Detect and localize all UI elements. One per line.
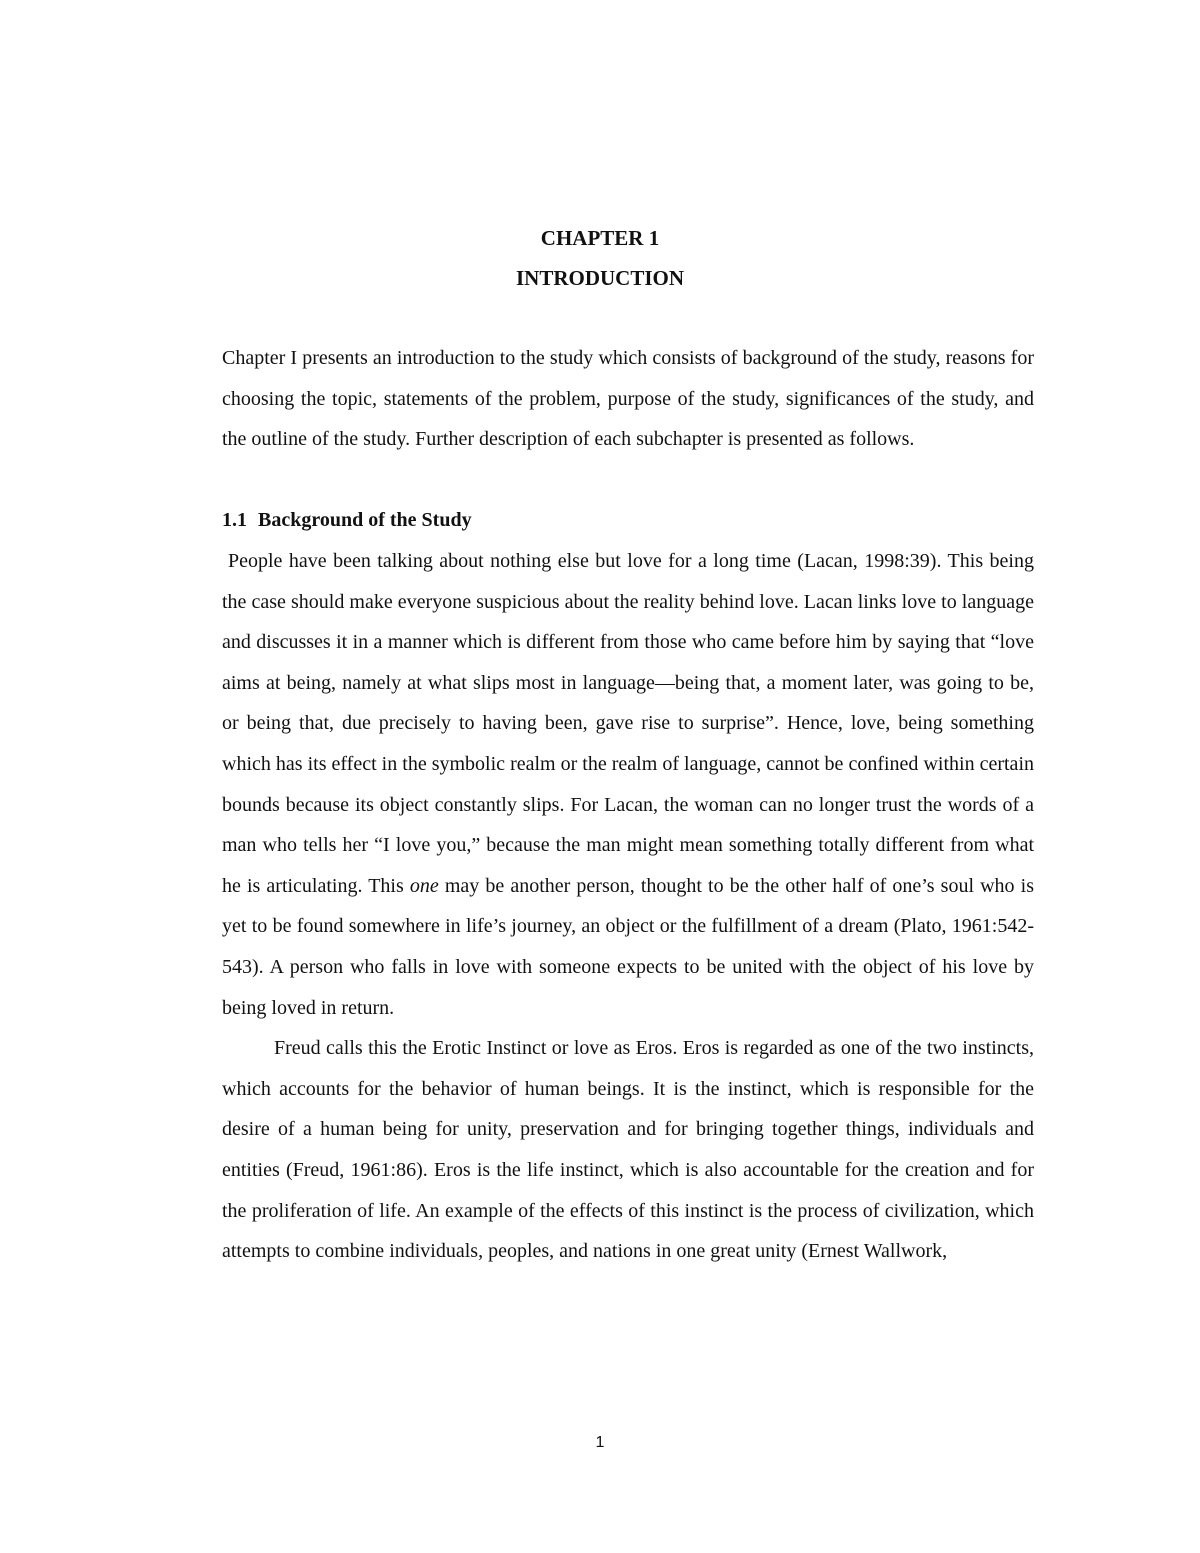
chapter-number: CHAPTER 1 (540, 226, 660, 250)
paragraph-text: People have been talking about nothing else but love for a long time (Lacan, 1998:39). This being the case should make everyone suspicious about the reality behind love. Lacan links love to language and discusses it in a manner which is different from those who came before him by saying that “love aims at being, namely at what slips most in language—being that, a moment later, was going to be, or being that, due precisely to having been, gave rise to surprise”. Hence, love, being something which has its effect in the symbolic realm or the realm of language, cannot be confined within certain bounds because its object constantly slips. For Lacan, the woman can no longer trust the words of a man who tells her “I love you,” because the man might mean something totally different from what he is articulating. This (222, 550, 1034, 897)
background-block (222, 541, 1034, 1272)
paragraph-text: may be another person, thought to be the other half of one’s soul who is yet to be found somewhere in life’s journey, an object or the fulfillment of a dream (Plato, 1961:542- 543). A person who falls in love with someone expects to be united with the object of his love by being loved in return. (222, 874, 1034, 1019)
section-number: 1.1 (222, 509, 247, 531)
chapter-title: INTRODUCTION (515, 266, 685, 290)
emphasis-text: one (409, 874, 439, 897)
intro-block (222, 338, 1034, 460)
section-heading (222, 500, 1034, 541)
background-paragraph-1 (222, 541, 1034, 1028)
background-paragraph-2: Freud calls this the Erotic Instinct or love as Eros. Eros is regarded as one of the two instincts, which accounts for the behavior of human beings. It is the instinct, which is responsible for the desire of a human being for unity, preservation and for bringing together things, individuals and entities (Freud, 1961:86). Eros is the life instinct, which is also accountable for the creation and for the proliferation of life. An example of the effects of this instinct is the process of civilization, which attempts to combine individuals, peoples, and nations in one great unity (Ernest Wallwork, (222, 1037, 1034, 1263)
page-number: 1 (595, 1434, 605, 1451)
section-title: Background of the Study (258, 509, 472, 531)
intro-paragraph: Chapter I presents an introduction to the study which consists of background of the study, reasons for choosing the topic, statements of the problem, purpose of the study, significances of the study, and the outline of the study. Further description of each subchapter is presented as follows. (222, 347, 1034, 451)
